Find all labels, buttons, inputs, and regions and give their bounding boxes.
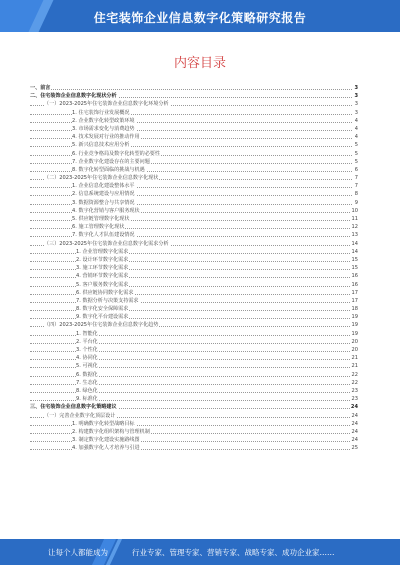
toc-entry[interactable]: [30, 100, 358, 108]
toc-page-number: 6: [354, 166, 358, 173]
toc-entry[interactable]: [30, 182, 358, 190]
toc-page-number: 13: [351, 232, 358, 239]
toc-entry[interactable]: [30, 321, 358, 329]
toc-entry[interactable]: [30, 387, 358, 395]
toc-entry-text: 7. 生态化: [76, 379, 98, 386]
toc-entry[interactable]: [30, 272, 358, 280]
toc-page-number: 3: [354, 101, 358, 108]
toc-entry[interactable]: [30, 346, 358, 354]
toc-entry[interactable]: [30, 313, 358, 321]
toc-entry-text: 2. 构建数字化组织架构与管理机制: [72, 428, 150, 435]
toc-entry[interactable]: [30, 240, 358, 248]
toc-entry-text: 7. 数字化人才队伍建设情况: [72, 232, 135, 239]
toc-entry-text: 7. 企业数字化建设存在的主要问题: [72, 158, 150, 165]
toc-entry[interactable]: [30, 362, 358, 370]
toc-entry-text: 2. 平台化: [76, 338, 98, 345]
toc-entry-text: （三）2023-2025年住宅装饰企业信息数字化需求分析: [44, 240, 169, 247]
toc-entry-text: （一）完善企业数字化顶层设计: [44, 412, 116, 419]
toc-entry-text: 8. 数字化安全保障需求: [76, 306, 129, 313]
toc-page-number: 5: [354, 150, 358, 157]
footer-slogan-left: 让每个人都能成为: [48, 548, 108, 557]
toc-entry[interactable]: [30, 444, 358, 452]
toc-entry-text: 一、前言: [30, 85, 51, 91]
toc-page-number: 24: [350, 404, 358, 411]
toc-page-number: 23: [351, 396, 358, 403]
toc-entry-text: 3. 施工环节数字化需求: [76, 265, 129, 272]
toc-entry-text: （四）2023-2025年住宅装饰企业信息数字化趋势: [44, 322, 159, 329]
toc-entry[interactable]: [30, 158, 358, 166]
toc-page-number: 18: [351, 306, 358, 313]
toc-page-number: 7: [354, 175, 358, 182]
toc-page-number: 4: [354, 125, 358, 132]
toc-page-number: 8: [354, 191, 358, 198]
toc-entry[interactable]: [30, 141, 358, 149]
toc-page-number: 14: [351, 240, 358, 247]
toc-entry-text: （一）2023-2025年住宅装饰企业信息数字化环境分析: [44, 101, 169, 108]
toc-page-number: 20: [351, 338, 358, 345]
table-of-contents: [30, 84, 358, 452]
toc-entry[interactable]: [30, 125, 358, 133]
toc-entry[interactable]: [30, 248, 358, 256]
toc-entry[interactable]: [30, 92, 358, 100]
toc-entry[interactable]: [30, 412, 358, 420]
toc-page-number: 21: [351, 355, 358, 362]
toc-entry[interactable]: [30, 330, 358, 338]
report-title: 住宅装饰企业信息数字化策略研究报告: [93, 11, 307, 25]
toc-entry[interactable]: [30, 297, 358, 305]
toc-entry-text: 9. 数字化平台建设需求: [76, 314, 129, 321]
toc-entry-text: 2. 企业数字化转型政策环境: [72, 117, 135, 124]
page-footer: [0, 539, 400, 565]
toc-page-number: 15: [351, 256, 358, 263]
toc-page-number: 19: [351, 314, 358, 321]
toc-entry-text: 2. 信息系统建设与应用情况: [72, 191, 135, 198]
toc-entry-text: 二、住宅装饰企业信息数字化现状分析: [30, 93, 117, 100]
toc-page-number: 22: [351, 379, 358, 386]
toc-entry-text: 2. 设计环节数字化需求: [76, 256, 129, 263]
toc-entry-text: 5. 新兴信息技术应用分析: [72, 142, 130, 149]
toc-page-number: 19: [351, 330, 358, 337]
toc-entry[interactable]: [30, 133, 358, 141]
toc-entry-text: 1. 智能化: [76, 330, 98, 337]
toc-entry[interactable]: [30, 305, 358, 313]
toc-entry[interactable]: [30, 174, 358, 182]
toc-entry[interactable]: [30, 428, 358, 436]
toc-entry[interactable]: [30, 231, 358, 239]
toc-entry[interactable]: [30, 166, 358, 174]
toc-entry-text: 1. 明确数字化转型战略目标: [72, 420, 135, 427]
toc-page-number: 24: [351, 420, 358, 427]
toc-entry[interactable]: [30, 264, 358, 272]
toc-entry-text: 6. 行业竞争格局及数字化转型的必要性: [72, 150, 160, 157]
toc-entry[interactable]: [30, 190, 358, 198]
toc-entry[interactable]: [30, 403, 358, 411]
toc-entry-text: 3. 制定数字化建设实施路线图: [72, 437, 140, 444]
toc-page-number: 3: [354, 85, 358, 91]
toc-entry[interactable]: [30, 354, 358, 362]
toc-entry[interactable]: [30, 281, 358, 289]
toc-page-number: 5: [354, 158, 358, 165]
toc-page-number: 24: [351, 412, 358, 419]
toc-entry[interactable]: [30, 109, 358, 117]
toc-page-number: 12: [351, 224, 358, 231]
toc-page-number: 19: [351, 322, 358, 329]
toc-entry-text: 3. 市场需求变化与消费趋势: [72, 125, 135, 132]
toc-page-number: 15: [351, 265, 358, 272]
toc-page-number: 17: [351, 289, 358, 296]
toc-page-number: 24: [351, 437, 358, 444]
toc-entry[interactable]: [30, 207, 358, 215]
toc-page-number: 20: [351, 347, 358, 353]
toc-entry[interactable]: [30, 199, 358, 207]
toc-entry-text: 5. 客户服务数字化需求: [76, 281, 129, 288]
toc-entry-text: 3. 个性化: [76, 347, 98, 353]
toc-entry-text: 8. 绿色化: [76, 387, 98, 394]
toc-entry-text: 6. 供应链协同数字化需求: [76, 289, 134, 296]
toc-entry-text: （二）2023-2025年住宅装饰企业信息数字化现状: [44, 175, 159, 182]
toc-page-number: 16: [351, 281, 358, 288]
toc-entry-text: 5. 可视化: [76, 363, 98, 370]
toc-entry-text: 6. 数据化: [76, 371, 98, 378]
toc-page-number: 10: [351, 207, 358, 214]
toc-page-number: 14: [351, 248, 358, 255]
toc-entry-text: 5. 供应链管理数字化现状: [72, 216, 130, 222]
toc-page-number: 21: [351, 363, 358, 370]
toc-entry-text: 6. 施工管理数字化现状: [72, 224, 125, 231]
toc-entry-text: 1. 企业管理数字化需求: [76, 248, 129, 255]
toc-entry[interactable]: [30, 215, 358, 223]
toc-entry[interactable]: [30, 371, 358, 379]
toc-entry-text: 三、住宅装饰企业信息数字化策略建议: [30, 404, 117, 411]
toc-entry-text: 1. 住宅装饰行业发展概况: [72, 109, 130, 116]
toc-page-number: 23: [351, 387, 358, 394]
toc-entry[interactable]: [30, 338, 358, 346]
toc-page-number: 4: [354, 134, 358, 141]
toc-page-number: 25: [351, 445, 358, 452]
toc-entry[interactable]: [30, 379, 358, 387]
toc-entry[interactable]: [30, 436, 358, 444]
toc-entry-text: 3. 数据资源整合与共享情况: [72, 199, 135, 206]
toc-entry[interactable]: [30, 289, 358, 297]
toc-page-number: 22: [351, 371, 358, 378]
toc-entry-text: 4. 营销环节数字化需求: [76, 273, 129, 280]
toc-page-number: 9: [354, 199, 358, 206]
toc-entry-text: 4. 协同化: [76, 355, 98, 362]
toc-entry-text: 4. 数字化营销与客户服务现状: [72, 207, 140, 214]
toc-page-number: 17: [351, 297, 358, 304]
toc-entry[interactable]: [30, 420, 358, 428]
toc-entry[interactable]: [30, 84, 358, 92]
toc-entry[interactable]: [30, 395, 358, 403]
toc-page-number: 7: [354, 183, 358, 190]
toc-entry[interactable]: [30, 256, 358, 264]
toc-page-number: 5: [354, 142, 358, 149]
toc-page-number: 3: [354, 93, 358, 100]
toc-entry-text: 9. 标准化: [76, 396, 98, 403]
toc-leader-dots: [30, 89, 352, 90]
toc-heading: 内容目录: [173, 56, 226, 71]
footer-slogan-right: 行业专家、管理专家、营销专家、战略专家、成功企业家……: [132, 548, 335, 557]
toc-entry-text: 1. 企业信息化建设整体水平: [72, 183, 135, 190]
toc-entry-text: 8. 数字化转型面临的挑战与机遇: [72, 166, 145, 173]
toc-entry[interactable]: [30, 223, 358, 231]
toc-entry-text: 4. 技术发展对行业的推动作用: [72, 134, 140, 141]
toc-page-number: 11: [351, 216, 358, 222]
toc-page-number: 4: [354, 117, 358, 124]
toc-page-number: 3: [354, 109, 358, 116]
toc-page-number: 24: [351, 428, 358, 435]
page-header: [0, 0, 400, 32]
toc-entry[interactable]: [30, 117, 358, 125]
toc-page-number: 16: [351, 273, 358, 280]
toc-entry[interactable]: [30, 150, 358, 158]
toc-entry-text: 7. 数据分析与决策支持需求: [76, 297, 139, 304]
toc-entry-text: 4. 加强数字化人才培养与引进: [72, 445, 140, 452]
